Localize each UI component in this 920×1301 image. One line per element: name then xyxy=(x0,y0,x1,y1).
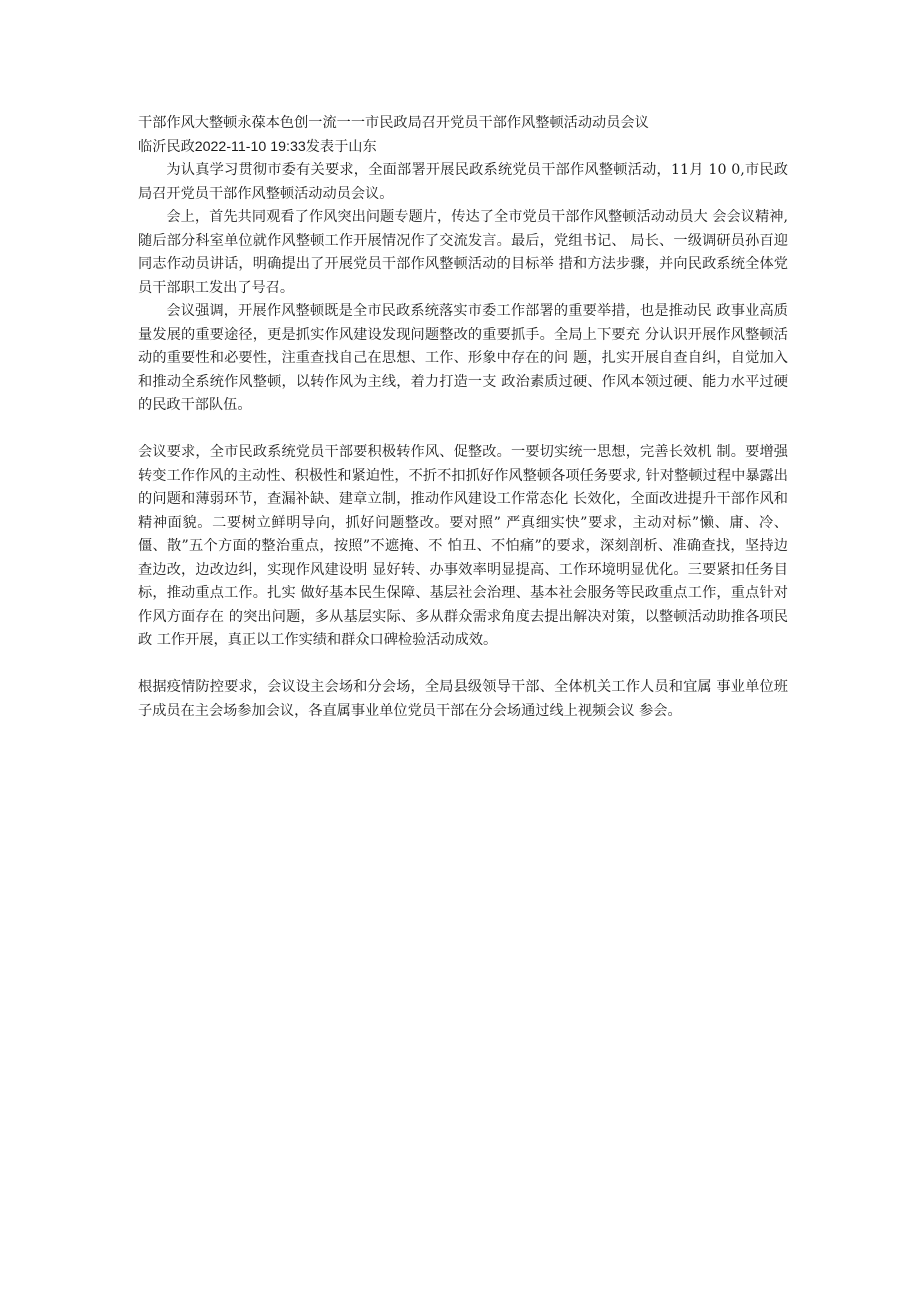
byline-timestamp: 2022-11-10 19:33 xyxy=(194,138,306,155)
byline-source: 临沂民政 xyxy=(138,138,195,155)
byline-location: 发表于山东 xyxy=(305,138,377,155)
article-byline xyxy=(138,136,788,160)
paragraph-meeting: 会上，首先共同观看了作风突出问题专题片，传达了全市党员干部作风整顿活动动员大 会会议精神,随后部分科室单位就作风整顿工作开展情况作了交流发言。最后，党组书记、 局长、一级调研员孙百迎同志作动员讲话，明确提出了开展党员干部作风整顿活动的目标举 措和方法步骤，并向民政系统全体党员干部职工发出了号召。 xyxy=(138,209,788,296)
paragraph-intro: 为认真学习贯彻市委有关要求，全面部署开展民政系统党员干部作风整顿活动，11月 10 0,市民政局召开党员干部作风整顿活动动员会议。 xyxy=(138,162,788,202)
article-title: 干部作风大整顿永葆本色创一流一一市民政局召开党员干部作风整顿活动动员会议 xyxy=(138,115,649,131)
paragraph-emphasis: 会议强调，开展作风整顿既是全市民政系统落实市委工作部署的重要举措，也是推动民 政事业高质量发展的重要途径，更是抓实作风建设发现问题整改的重要抓手。全局上下要充 分认识开展作风整顿活动的重要性和必要性，注重查找自己在思想、工作、形象中存在的问 题，扎实开展自查自纠，自觉加入和推动全系统作风整顿，以转作风为主线，着力打造一支 政治素质过硬、作风本领过硬、能力水平过硬的民政干部队伍。 xyxy=(138,303,788,413)
paragraph-venue: 根据疫情防控要求，会议设主会场和分会场，全局县级领导干部、全体机关工作人员和宜属 事业单位班子成员在主会场参加会议，各直属事业单位党员干部在分会场通过线上视频会议 参会。 xyxy=(138,679,788,719)
paragraph-requirements: 会议要求，全市民政系统党员干部要积极转作风、促整改。一要切实统一思想，完善长效机 制。要增强转变工作作风的主动性、积极性和紧迫性，不折不扣抓好作风整顿各项任务要求, 针对整顿过程中暴露出的问题和薄弱环节，查漏补缺、建章立制，推动作风建设工作常态化 长效化，全面改进提升干部作风和精神面貌。二要树立鲜明导向，抓好问题整改。要对照” 严真细实快”要求，主动对标”懒、庸、冷、僵、散”五个方面的整治重点，按照”不遮掩、不 怕丑、不怕痛”的要求，深刻剖析、准确查找，坚持边查边改，边改边纠，实现作风建设明 显好转、办事效率明显提高、工作环境明显优化。三要紧扣任务目标，推动重点工作。扎实 做好基本民生保障、基层社会治理、基本社会服务等民政重点工作，重点针对作风方面存在 的突出问题，多从基层实际、多从群众需求角度去提出解决对策，以整顿活动助推各项民政 工作开展，真正以工作实绩和群众口碑检验活动成效。 xyxy=(138,444,788,648)
article xyxy=(138,112,788,723)
